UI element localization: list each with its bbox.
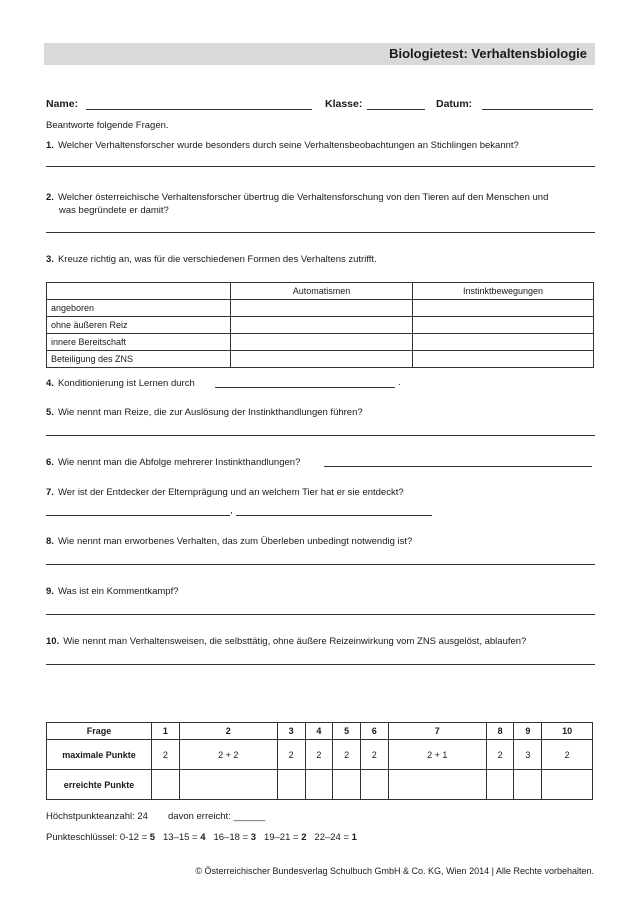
max-points-cell: 2	[277, 740, 305, 770]
reached-points-cell[interactable]	[333, 770, 361, 800]
name-field[interactable]	[86, 109, 312, 110]
table-corner	[47, 283, 231, 300]
answer-line-10[interactable]	[46, 664, 595, 665]
max-points-cell: 2	[152, 740, 180, 770]
max-points-cell: 2	[486, 740, 514, 770]
question-1: 1. Welcher Verhaltensforscher wurde besonders durch seine Verhaltensbeobachtungen an Stichlingen bekannt?	[46, 140, 519, 151]
max-points-cell: 3	[514, 740, 542, 770]
question-2: 2. Welcher österreichische Verhaltensforscher übertrug die Verhaltensforschung von den Tieren auf den Menschen und was begründete er damit?	[46, 192, 549, 216]
reached-total: davon erreicht: ______	[168, 811, 266, 822]
question-number: 8	[486, 723, 514, 740]
row-label: innere Bereitschaft	[47, 334, 231, 351]
checkbox-cell[interactable]	[413, 351, 594, 368]
key-grade: 1	[351, 832, 357, 843]
date-field[interactable]	[482, 109, 593, 110]
question-number: 3	[277, 723, 305, 740]
table-header-row	[47, 283, 594, 300]
reached-points-label: erreichte Punkte	[47, 770, 152, 800]
question-number: 6	[360, 723, 388, 740]
max-points-cell: 2	[360, 740, 388, 770]
behavior-table	[46, 282, 594, 368]
answer-line-8[interactable]	[46, 564, 595, 565]
title-bar	[44, 43, 595, 65]
answer-line-7a[interactable]	[46, 515, 230, 516]
question-4: 4. Konditionierung ist Lernen durch	[46, 378, 195, 389]
key-range: 22–24 =	[314, 832, 352, 843]
score-header-row	[47, 723, 593, 740]
question-number: 4	[305, 723, 333, 740]
copyright-footer: © Österreichischer Bundesverlag Schulbuch GmbH & Co. KG, Wien 2014 | Alle Rechte vorbehalten.	[195, 866, 594, 876]
reached-points-cell[interactable]	[486, 770, 514, 800]
instruction-text: Beantworte folgende Fragen.	[46, 120, 169, 131]
key-grade: 3	[250, 832, 257, 843]
answer-line-7b[interactable]	[236, 515, 432, 516]
name-label: Name:	[46, 98, 79, 110]
reached-points-cell[interactable]	[542, 770, 593, 800]
reached-points-cell[interactable]	[277, 770, 305, 800]
class-label: Klasse:	[325, 98, 363, 110]
question-number: 2	[179, 723, 277, 740]
table-row	[47, 300, 594, 317]
score-head-label: Frage	[47, 723, 152, 740]
question-8: 8. Wie nennt man erworbenes Verhalten, das zum Überleben unbedingt notwendig ist?	[46, 536, 413, 547]
key-grade: 4	[200, 832, 206, 843]
checkbox-cell[interactable]	[231, 334, 413, 351]
max-points-cell: 2	[333, 740, 361, 770]
date-label: Datum:	[436, 98, 473, 110]
question-7: 7. Wer ist der Entdecker der Elternprägung und an welchem Tier hat er sie entdeckt?	[46, 487, 404, 498]
key-grade: 5	[149, 832, 156, 843]
row-label: Beteiligung des ZNS	[47, 351, 231, 368]
reached-points-row	[47, 770, 593, 800]
column-instinktbewegungen: Instinktbewegungen	[413, 283, 594, 300]
question-9: 9. Was ist ein Kommentkampf?	[46, 586, 179, 597]
reached-points-cell[interactable]	[514, 770, 542, 800]
answer-line-5[interactable]	[46, 435, 595, 436]
answer-line-9[interactable]	[46, 614, 595, 615]
question-number: 9	[514, 723, 542, 740]
question-3: 3. Kreuze richtig an, was für die verschiedenen Formen des Verhaltens zutrifft.	[46, 254, 377, 265]
key-grade: 2	[301, 832, 307, 843]
checkbox-cell[interactable]	[413, 300, 594, 317]
question-number: 10	[542, 723, 593, 740]
max-points-row	[47, 740, 593, 770]
answer-line-2[interactable]	[46, 232, 595, 233]
key-range: 16–18 =	[213, 832, 251, 843]
key-range: Punkteschlüssel: 0-12 =	[46, 832, 150, 843]
question-4-period: .	[398, 377, 401, 388]
question-number: 7	[388, 723, 486, 740]
max-points-cell: 2 + 1	[388, 740, 486, 770]
checkbox-cell[interactable]	[231, 317, 413, 334]
column-automatismen: Automatismen	[231, 283, 413, 300]
question-10: 10. Wie nennt man Verhaltensweisen, die selbsttätig, ohne äußere Reizeinwirkung vom ZNS ausgelöst, ablaufen?	[46, 636, 527, 647]
grading-key	[46, 832, 357, 843]
key-range: 13–15 =	[163, 832, 201, 843]
reached-points-cell[interactable]	[360, 770, 388, 800]
question-number: 1	[152, 723, 180, 740]
max-points-cell: 2	[305, 740, 333, 770]
key-range: 19–21 =	[263, 832, 302, 843]
max-points-cell: 2 + 2	[179, 740, 277, 770]
row-label: angeboren	[47, 300, 231, 317]
row-label: ohne äußeren Reiz	[47, 317, 231, 334]
checkbox-cell[interactable]	[231, 300, 413, 317]
question-5: 5. Wie nennt man Reize, die zur Auslösung der Instinkthandlungen führen?	[46, 407, 363, 418]
checkbox-cell[interactable]	[231, 351, 413, 368]
reached-points-cell[interactable]	[305, 770, 333, 800]
reached-points-cell[interactable]	[179, 770, 277, 800]
table-row	[47, 317, 594, 334]
max-points-label: maximale Punkte	[47, 740, 152, 770]
question-6: 6. Wie nennt man die Abfolge mehrerer Instinkthandlungen?	[46, 457, 301, 468]
table-row	[47, 334, 594, 351]
max-points-cell: 2	[542, 740, 593, 770]
answer-line-4[interactable]	[215, 387, 395, 388]
score-table	[46, 722, 593, 800]
checkbox-cell[interactable]	[413, 317, 594, 334]
table-row	[47, 351, 594, 368]
answer-line-6[interactable]	[324, 466, 592, 467]
reached-points-cell[interactable]	[152, 770, 180, 800]
question-7-comma: ,	[230, 505, 233, 516]
max-total: Höchstpunkteanzahl: 24	[46, 811, 148, 822]
class-field[interactable]	[367, 109, 425, 110]
checkbox-cell[interactable]	[413, 334, 594, 351]
answer-line-1[interactable]	[46, 166, 595, 167]
question-number: 5	[333, 723, 361, 740]
page-title: Biologietest: Verhaltensbiologie	[389, 46, 587, 61]
reached-points-cell[interactable]	[388, 770, 486, 800]
